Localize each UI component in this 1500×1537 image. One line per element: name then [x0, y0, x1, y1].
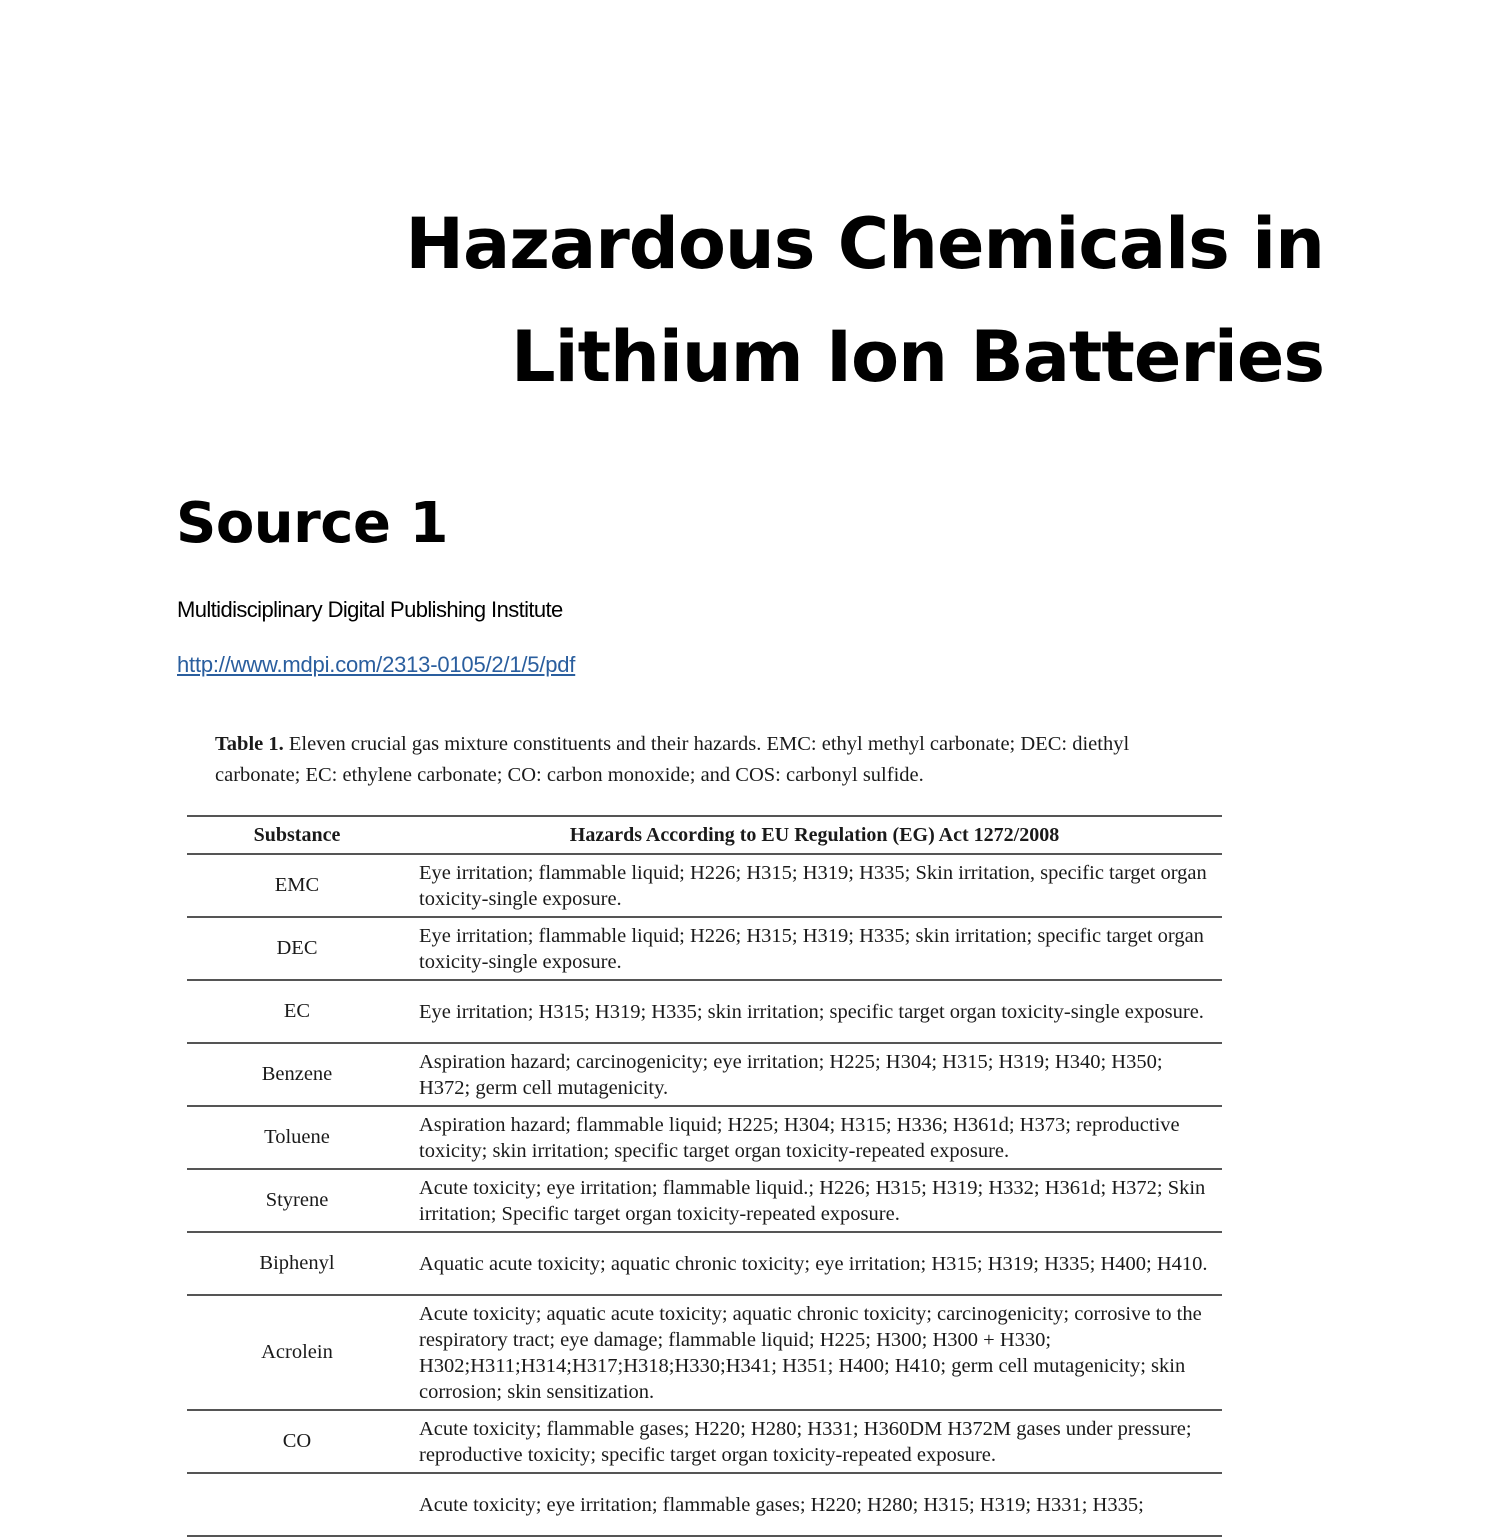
- header-hazards: Hazards According to EU Regulation (EG) Act 1272/2008: [407, 816, 1222, 854]
- table-row: [187, 1410, 1222, 1473]
- substance-cell: Toluene: [187, 1106, 407, 1169]
- table-row: [187, 980, 1222, 1043]
- table-row: [187, 854, 1222, 917]
- hazards-cell: Eye irritation; H315; H319; H335; skin irritation; specific target organ toxicity-single exposure.: [407, 980, 1222, 1043]
- title-line-2: Lithium Ion Batteries: [510, 316, 1324, 398]
- hazards-cell: Acute toxicity; aquatic acute toxicity; aquatic chronic toxicity; carcinogenicity; corrosive to the respiratory tract; eye damage; flammable liquid; H225; H300; H300 + H330; H302;H311;H314;H317;H318;H330;H341; H351; H400; H410; germ cell mutagenicity; skin corrosion; skin sensitization.: [407, 1295, 1222, 1410]
- substance-cell: Benzene: [187, 1043, 407, 1106]
- title-line-1: Hazardous Chemicals in: [405, 203, 1324, 285]
- substance-cell: CO: [187, 1410, 407, 1473]
- substance-cell: EMC: [187, 854, 407, 917]
- hazards-cell: Acute toxicity; eye irritation; flammable liquid.; H226; H315; H319; H332; H361d; H372; Skin irritation; Specific target organ toxicity-repeated exposure.: [407, 1169, 1222, 1232]
- hazards-table: [187, 815, 1222, 1537]
- table-row: [187, 1043, 1222, 1106]
- table-row: [187, 1169, 1222, 1232]
- table-caption-label: Table 1.: [215, 733, 284, 755]
- table-row: [187, 1232, 1222, 1295]
- hazards-cell: Acute toxicity; eye irritation; flammable gases; H220; H280; H315; H319; H331; H335;: [407, 1473, 1222, 1536]
- table-row: [187, 1473, 1222, 1536]
- hazards-cell: Acute toxicity; flammable gases; H220; H280; H331; H360DM H372M gases under pressure; reproductive toxicity; specific target organ toxicity-repeated exposure.: [407, 1410, 1222, 1473]
- publisher-name: Multidisciplinary Digital Publishing Institute: [177, 597, 563, 622]
- substance-cell: Biphenyl: [187, 1232, 407, 1295]
- hazards-cell: Aspiration hazard; flammable liquid; H225; H304; H315; H336; H361d; H373; reproductive toxicity; skin irritation; specific target organ toxicity-repeated exposure.: [407, 1106, 1222, 1169]
- table-caption: [215, 729, 1215, 791]
- source-heading: Source 1: [176, 491, 448, 556]
- hazards-cell: Eye irritation; flammable liquid; H226; H315; H319; H335; Skin irritation, specific target organ toxicity-single exposure.: [407, 854, 1222, 917]
- substance-cell: Styrene: [187, 1169, 407, 1232]
- substance-cell: Acrolein: [187, 1295, 407, 1410]
- substance-cell: [187, 1473, 407, 1536]
- source-link[interactable]: http://www.mdpi.com/2313-0105/2/1/5/pdf: [177, 652, 576, 677]
- table-header-row: [187, 816, 1222, 854]
- table-row: [187, 917, 1222, 980]
- substance-cell: DEC: [187, 917, 407, 980]
- hazards-table-container: [187, 815, 1222, 1537]
- hazards-cell: Aspiration hazard; carcinogenicity; eye irritation; H225; H304; H315; H319; H340; H350; H372; germ cell mutagenicity.: [407, 1043, 1222, 1106]
- document-title: [405, 188, 1324, 414]
- hazards-cell: Aquatic acute toxicity; aquatic chronic toxicity; eye irritation; H315; H319; H335; H400; H410.: [407, 1232, 1222, 1295]
- table-row: [187, 1106, 1222, 1169]
- table-row: [187, 1295, 1222, 1410]
- hazards-cell: Eye irritation; flammable liquid; H226; H315; H319; H335; skin irritation; specific target organ toxicity-single exposure.: [407, 917, 1222, 980]
- substance-cell: EC: [187, 980, 407, 1043]
- header-substance: Substance: [187, 816, 407, 854]
- table-caption-text: Eleven crucial gas mixture constituents and their hazards. EMC: ethyl methyl carbonate; DEC: diethyl carbonate; EC: ethylene carbonate; CO: carbon monoxide; and COS: carbonyl sulfide.: [215, 733, 1130, 786]
